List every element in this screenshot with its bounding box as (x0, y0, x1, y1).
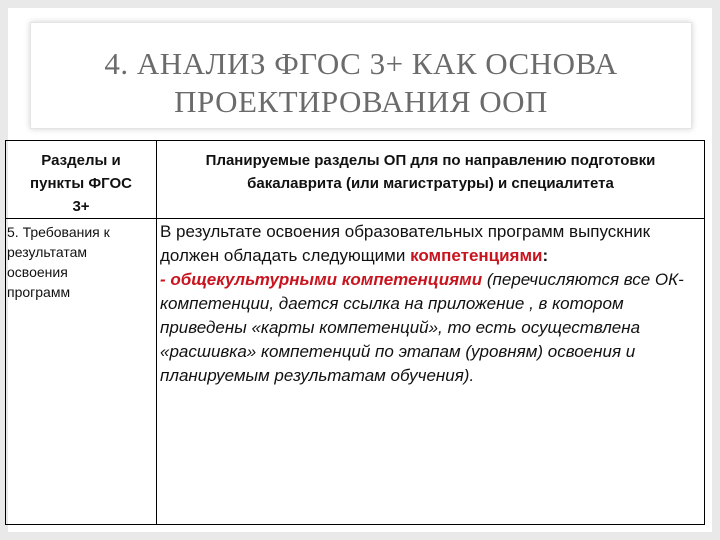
header-cell-left (6, 141, 157, 219)
bullet-label: - общекультурными компетенциями (160, 270, 483, 289)
row-left-cell: 5. Требования к результатам освоения программ (6, 219, 157, 525)
bullet-text: (перечисляются все ОК-компетенции, дается ссылка на приложение , в котором приведены «карты компетенций», то есть осуществлена «расшивка» компетенций по этапам (уровням) освоения и планируемым результатам обучения). (160, 270, 684, 385)
table-row (6, 219, 705, 525)
row-right-cell (157, 219, 705, 525)
fgos-table (5, 140, 705, 525)
competencies-colon: : (542, 246, 549, 265)
header-cell-right (157, 141, 705, 219)
slide-title-line-1: 4. АНАЛИЗ ФГОС 3+ КАК ОСНОВА (104, 46, 618, 81)
header-right-text: Планируемые разделы ОП для по направлению подготовки бакалаврита (или магистратуры) и специалитета (205, 152, 656, 192)
slide-title-line-2: ПРОЕКТИРОВАНИЯ ООП (174, 84, 548, 119)
table-header-row (6, 141, 705, 219)
title-box (30, 22, 692, 129)
competencies-word: компетенциями (410, 246, 543, 265)
row-intro-text: В результате освоения образовательных программ выпускник должен обладать следующими (160, 222, 651, 265)
header-left-text: Разделы и пункты ФГОС 3+ (30, 152, 132, 215)
